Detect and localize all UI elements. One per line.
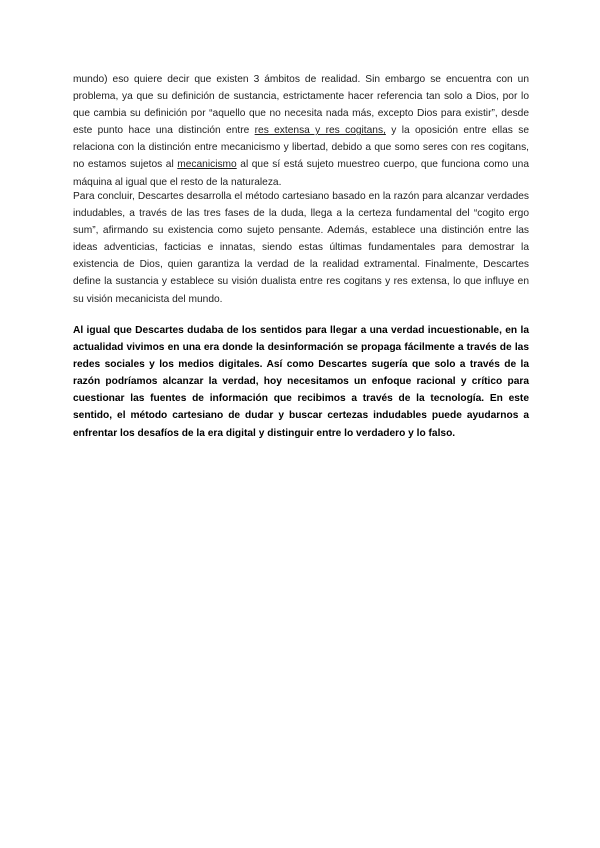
paragraph-dualism-text-3: al que sí está sujeto muestreo cuerpo, que funciona como una máquina al igual que el resto de la naturaleza.	[73, 159, 529, 188]
underlined-term-res-extensa: res extensa y res cogitans,	[254, 125, 386, 137]
paragraph-dualism	[73, 71, 529, 191]
paragraph-conclusion: Para concluir, Descartes desarrolla el método cartesiano basado en la razón para alcanzar verdades indudables, a través de las tres fases de la duda, llega a la certeza fundamental del “cogito ergo sum”, afirmando su existencia como sujeto pensante. Además, establece una distinción entre las ideas adventicias, facticias e innatas, siendo estas últimas fundamentales para demostrar la existencia de Dios, quien garantiza la verdad de la realidad extramental. Finalmente, Descartes define la sustancia y establece su visión dualista entre res cogitans y res extensa, lo que influye en su visión mecanicista del mundo.	[73, 191, 529, 305]
paragraph-dualism-text-1: mundo) eso quiere decir que existen 3 ámbitos de realidad. Sin embargo se encuentra con un problema, ya que su definición de sustancia, estrictamente hacer referencia tan solo a Dios, por lo que cambia su definición por “aquello que no necesita nada más, excepto Dios para existir”, desde este punto hace una distinción entre	[73, 74, 529, 137]
paragraph-current-relevance: Al igual que Descartes dudaba de los sentidos para llegar a una verdad incuestionable, en la actualidad vivimos en una era donde la desinformación se propaga fácilmente a través de las redes sociales y los medios digitales. Así como Descartes sugería que solo a través de la razón podríamos alcanzar la verdad, hoy necesitamos un enfoque racional y crítico para cuestionar las fuentes de información que recibimos a través de la tecnología. En este sentido, el método cartesiano de dudar y buscar certezas indudables puede ayudarnos a enfrentar los desafíos de la era digital y distinguir entre lo verdadero y lo falso.	[73, 325, 529, 439]
underlined-term-mecanicismo: mecanicismo	[177, 159, 237, 171]
paragraph-dualism-text-2: y la oposición entre ellas se relaciona con la distinción entre mecanicismo y libertad, debido a que somo seres con res cogitans, no estamos sujetos al	[73, 125, 530, 171]
